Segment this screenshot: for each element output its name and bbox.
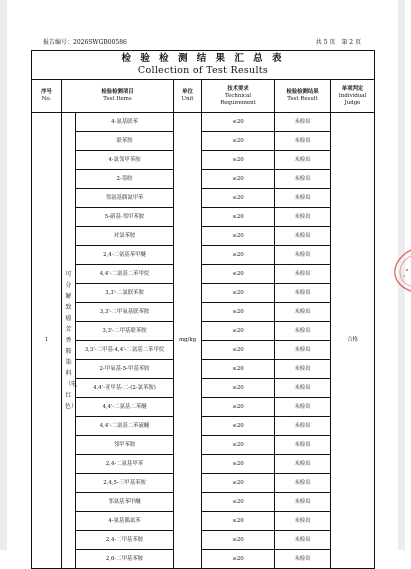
test-item: 2,4-二氨基甲苯	[76, 455, 174, 474]
test-result: 未检出	[275, 284, 331, 303]
test-result: 未检出	[275, 550, 331, 569]
test-item: 联苯胺	[76, 132, 174, 151]
test-result: 未检出	[275, 170, 331, 189]
technical-requirement: ≤20	[202, 512, 275, 531]
report-number	[43, 37, 127, 46]
table-row	[32, 208, 375, 227]
table-row	[32, 474, 375, 493]
test-item: 4-氯邻甲苯胺	[76, 151, 174, 170]
col-header-result-cn: 检验检测结果	[286, 89, 319, 95]
table-row	[32, 436, 375, 455]
page-edge-left	[0, 0, 7, 550]
table-row	[32, 398, 375, 417]
technical-requirement: ≤20	[202, 455, 275, 474]
technical-requirement: ≤20	[202, 341, 275, 360]
technical-requirement: ≤20	[202, 265, 275, 284]
test-item: 4-氨基联苯	[76, 113, 174, 132]
technical-requirement: ≤20	[202, 550, 275, 569]
technical-requirement: ≤20	[202, 189, 275, 208]
test-item: 邻氨基偶氮甲苯	[76, 189, 174, 208]
table-row	[32, 417, 375, 436]
table-row	[32, 455, 375, 474]
technical-requirement: ≤20	[202, 227, 275, 246]
technical-requirement: ≤20	[202, 493, 275, 512]
group-unit: mg/kg	[174, 113, 202, 569]
group-category-text: 可分解致癌芳香胺染料（电红色）	[65, 271, 78, 410]
technical-requirement: ≤20	[202, 398, 275, 417]
test-result: 未检出	[275, 341, 331, 360]
col-header-judge	[331, 80, 375, 113]
test-result: 未检出	[275, 474, 331, 493]
test-item: 3,3'-二甲氧基联苯胺	[76, 303, 174, 322]
col-header-item	[62, 80, 174, 113]
group-number: 1	[32, 113, 62, 569]
technical-requirement: ≤20	[202, 170, 275, 189]
test-item: 3,3'-二甲基-4,4'-二氨基二苯甲烷	[76, 341, 174, 360]
col-header-unit	[174, 80, 202, 113]
col-header-no-cn: 序号	[41, 89, 52, 95]
test-item: 2-萘胺	[76, 170, 174, 189]
test-result: 未检出	[275, 436, 331, 455]
technical-requirement: ≤20	[202, 379, 275, 398]
technical-requirement: ≤20	[202, 531, 275, 550]
test-result: 未检出	[275, 493, 331, 512]
table-row	[32, 493, 375, 512]
test-item: 对氯苯胺	[76, 227, 174, 246]
test-result: 未检出	[275, 531, 331, 550]
technical-requirement: ≤20	[202, 436, 275, 455]
test-result: 未检出	[275, 189, 331, 208]
test-result: 未检出	[275, 512, 331, 531]
technical-requirement: ≤20	[202, 132, 275, 151]
test-result: 未检出	[275, 417, 331, 436]
test-result: 未检出	[275, 398, 331, 417]
table-row	[32, 284, 375, 303]
table-row	[32, 246, 375, 265]
column-header-row	[32, 80, 375, 113]
test-item: 邻氨基苯甲醚	[76, 493, 174, 512]
test-result: 未检出	[275, 303, 331, 322]
col-header-unit-en: Unit	[181, 96, 194, 102]
technical-requirement: ≤20	[202, 113, 275, 132]
results-table	[31, 50, 375, 569]
test-result: 未检出	[275, 227, 331, 246]
table-row	[32, 341, 375, 360]
test-result: 未检出	[275, 208, 331, 227]
group-judge: 合格	[331, 113, 375, 569]
technical-requirement: ≤20	[202, 246, 275, 265]
test-result: 未检出	[275, 132, 331, 151]
col-header-requirement-en1: Technical	[224, 92, 251, 99]
test-item: 4,4'-亚甲基-二-(2-氯苯胺)	[76, 379, 174, 398]
table-row	[32, 132, 375, 151]
table-row	[32, 265, 375, 284]
report-number-label: 报告编号：	[43, 39, 74, 46]
col-header-result-en: Test Result	[287, 96, 318, 102]
table-title-en: Collection of Test Results	[137, 65, 269, 76]
test-item: 2,4-二氨基苯甲醚	[76, 246, 174, 265]
test-result: 未检出	[275, 151, 331, 170]
col-header-unit-cn: 单位	[182, 89, 193, 95]
table-row	[32, 170, 375, 189]
table-row	[32, 322, 375, 341]
col-header-item-cn: 检验检测项目	[101, 89, 134, 95]
test-result: 未检出	[275, 360, 331, 379]
test-item: 2,4,5-三甲基苯胺	[76, 474, 174, 493]
table-row	[32, 189, 375, 208]
table-row	[32, 550, 375, 569]
test-result: 未检出	[275, 322, 331, 341]
page-total: 共 5 页	[315, 39, 336, 46]
technical-requirement: ≤20	[202, 208, 275, 227]
test-result: 未检出	[275, 265, 331, 284]
table-title	[32, 51, 375, 80]
col-header-result	[275, 80, 331, 113]
test-item: 4-氨基偶氮苯	[76, 512, 174, 531]
table-row	[32, 512, 375, 531]
seal-stamp-fragment	[391, 248, 411, 292]
technical-requirement: ≤20	[202, 284, 275, 303]
page-indicator	[312, 37, 361, 46]
test-result: 未检出	[275, 113, 331, 132]
col-header-judge-en2: Judge	[344, 99, 361, 106]
table-row	[32, 227, 375, 246]
table-row	[32, 531, 375, 550]
report-number-value: 2026SWGB00586	[73, 39, 127, 46]
test-item: 2-甲氧基-5-甲基苯胺	[76, 360, 174, 379]
technical-requirement: ≤20	[202, 151, 275, 170]
col-header-requirement-cn: 技术要求	[227, 85, 249, 92]
col-header-requirement	[202, 80, 275, 113]
technical-requirement: ≤20	[202, 322, 275, 341]
col-header-item-en: Test Items	[103, 96, 132, 102]
table-title-cn: 检 验 检 测 结 果 汇 总 表	[121, 53, 285, 64]
col-header-judge-cn: 单项判定	[341, 85, 364, 92]
page-current: 第 2 页	[341, 39, 361, 46]
table-row	[32, 151, 375, 170]
test-item: 3,3'-二甲基联苯胺	[76, 322, 174, 341]
test-item: 4,4'-二氨基二苯醚	[76, 398, 174, 417]
test-result: 未检出	[275, 455, 331, 474]
table-row	[32, 303, 375, 322]
test-item: 2,6-二甲基苯胺	[76, 550, 174, 569]
col-header-requirement-en2: Requirement	[220, 99, 256, 106]
technical-requirement: ≤20	[202, 417, 275, 436]
table-row	[32, 379, 375, 398]
table-title-row	[32, 51, 375, 80]
col-header-no-en: No.	[41, 96, 52, 102]
test-item: 2,4-二甲基苯胺	[76, 531, 174, 550]
test-result: 未检出	[275, 246, 331, 265]
col-header-judge-en1: Individual	[338, 92, 367, 99]
technical-requirement: ≤20	[202, 360, 275, 379]
technical-requirement: ≤20	[202, 303, 275, 322]
test-item: 邻甲苯胺	[76, 436, 174, 455]
test-item: 5-硝基-邻甲苯胺	[76, 208, 174, 227]
test-result: 未检出	[275, 379, 331, 398]
group-category	[62, 113, 76, 569]
test-item: 4,4'-二氨基二苯甲烷	[76, 265, 174, 284]
col-header-no	[32, 80, 62, 113]
table-row	[32, 113, 375, 132]
technical-requirement: ≤20	[202, 474, 275, 493]
test-item: 4,4'-二氨基二苯硫醚	[76, 417, 174, 436]
report-header	[43, 37, 361, 47]
table-row	[32, 360, 375, 379]
test-item: 3,3'-二氯联苯胺	[76, 284, 174, 303]
